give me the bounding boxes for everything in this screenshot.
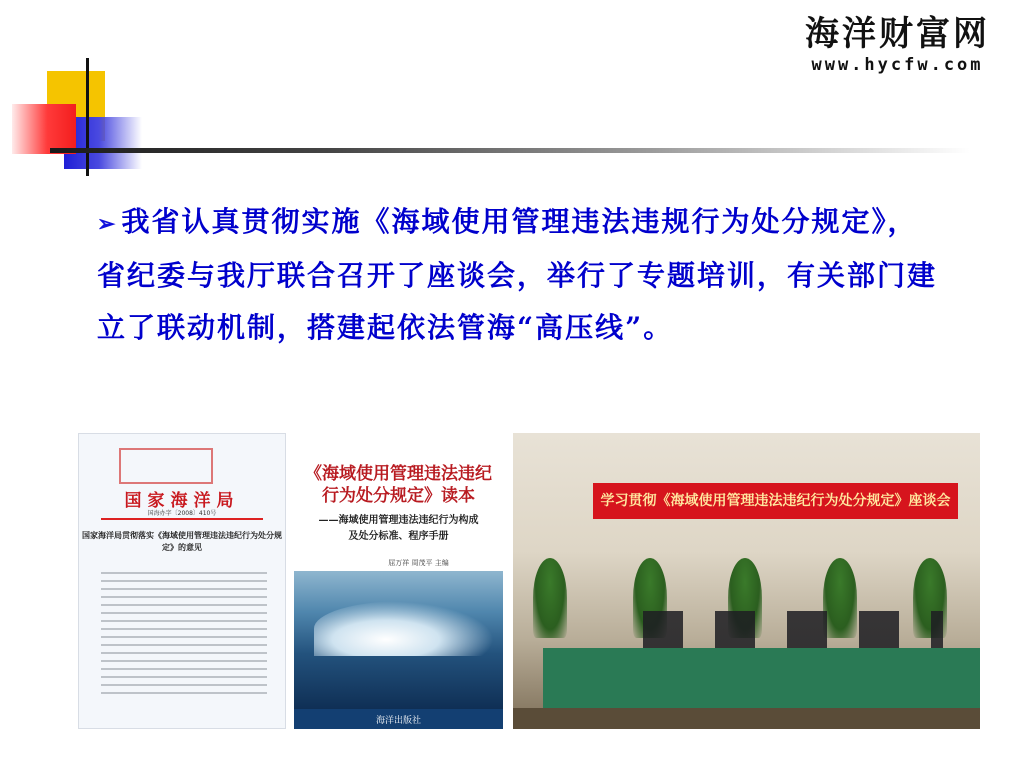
- meeting-participants: [643, 611, 943, 651]
- document-org-title: 国家海洋局: [124, 491, 240, 511]
- wave-image: [294, 571, 503, 709]
- decor-vertical-line: [86, 58, 89, 176]
- plant-icon: [533, 558, 567, 638]
- document-text-lines: [101, 566, 267, 700]
- book-footer: [294, 709, 503, 729]
- book-subtitle-line2: 及处分标准、程序手册: [348, 531, 449, 542]
- conference-table: [543, 648, 980, 708]
- book-title: 《海域使用管理违法违纪行为处分规定》读本: [305, 464, 492, 506]
- floor: [513, 708, 980, 729]
- book-cover-photo: [294, 433, 503, 729]
- logo-url: www.hycfw.com: [811, 55, 984, 75]
- slide-body-text: 我省认真贯彻实施《海域使用管理违法违规行为处分规定》，省纪委与我厅联合召开了座谈会，举行了专题培训，有关部门建立了联动机制，搭建起依法管海“高压线”。: [97, 205, 938, 344]
- book-subtitle-line1: ——海域使用管理违法违纪行为构成: [318, 515, 479, 526]
- book-subtitle: [298, 513, 499, 545]
- document-number: 国海办字〔2008〕410号: [147, 510, 217, 517]
- document-heading: 国家海洋局贯彻落实《海域使用管理违法违纪行为处分规定》的意见: [82, 531, 282, 552]
- logo-name: 海洋财富网: [805, 14, 990, 54]
- decor-horizontal-rule: [50, 148, 970, 153]
- slide-body: [97, 196, 937, 354]
- wave-crest-icon: [314, 601, 494, 656]
- book-publisher: 海洋出版社: [375, 716, 421, 726]
- site-logo: [795, 14, 1000, 76]
- arrow-right-icon: ➢: [97, 211, 118, 237]
- document-photo: [78, 433, 286, 729]
- meeting-banner-text: 学习贯彻《海域使用管理违法违纪行为处分规定》座谈会: [600, 493, 951, 509]
- meeting-banner: [593, 483, 958, 519]
- meeting-photo: [513, 433, 980, 729]
- book-editors: 屈万祥 周茂平 主编: [388, 559, 449, 567]
- stamp-icon: [119, 448, 213, 484]
- document-red-rule: [101, 518, 263, 520]
- decor-red-square: [12, 104, 76, 154]
